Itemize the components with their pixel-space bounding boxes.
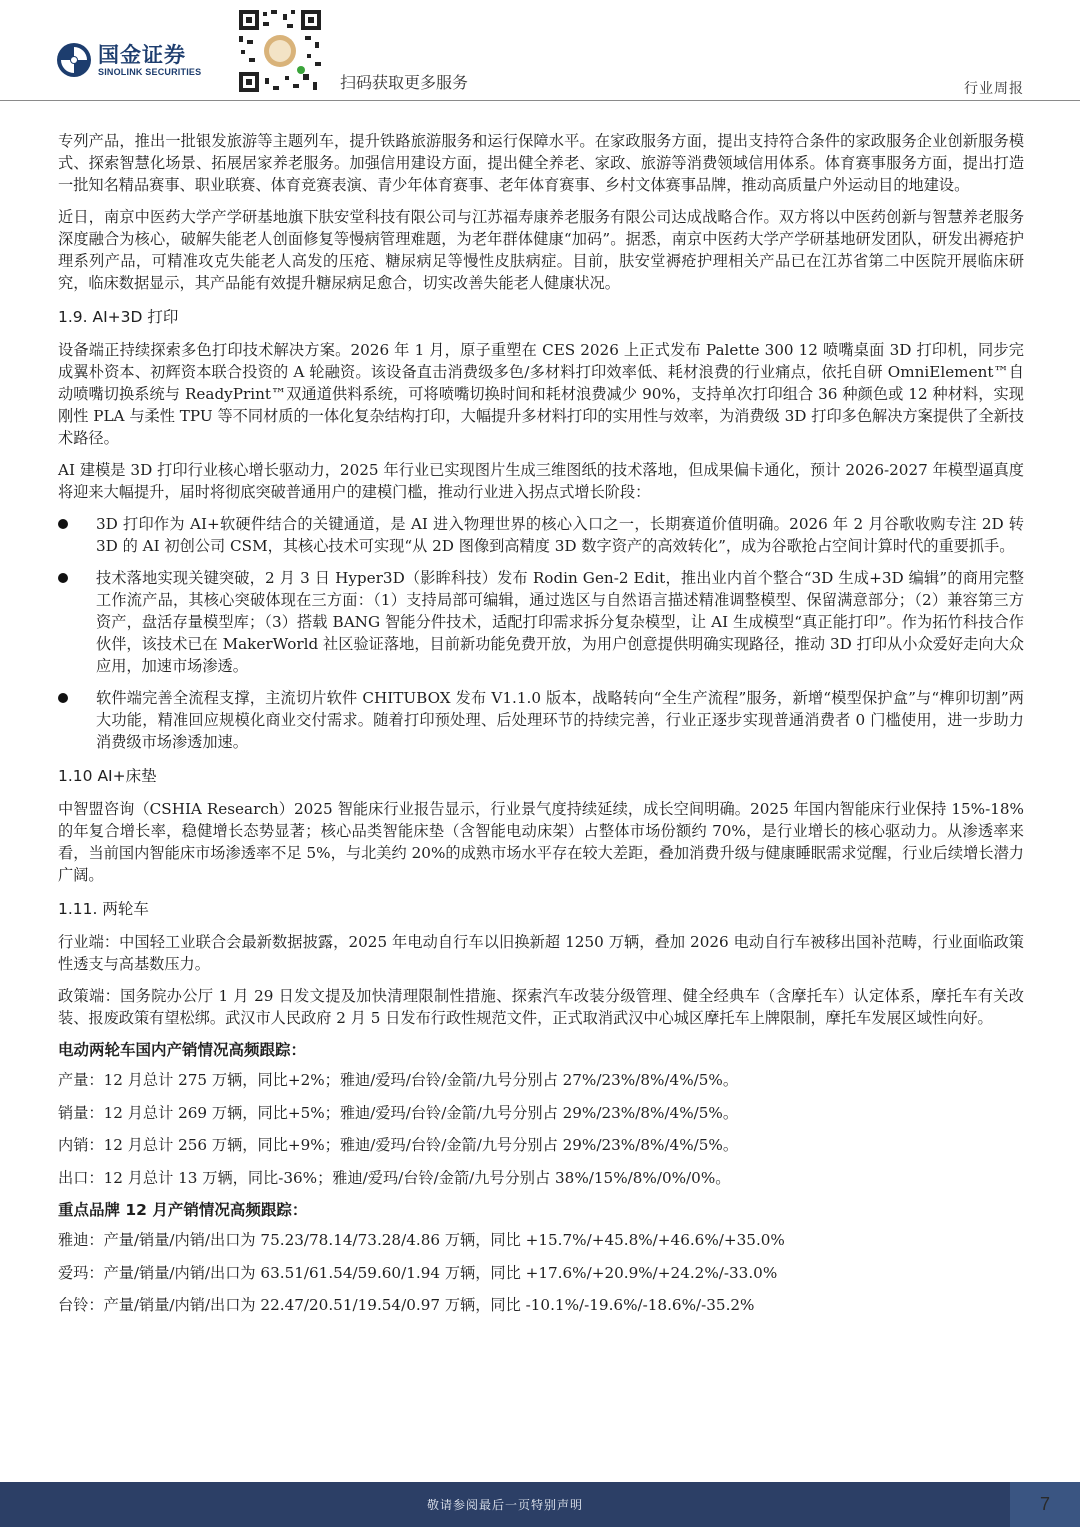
sinolink-logo-icon <box>56 42 92 78</box>
section-heading-two-wheelers: 1.11. 两轮车 <box>58 900 149 918</box>
page-number: 7 <box>1010 1482 1080 1527</box>
data-line: 内销：12 月总计 256 万辆，同比+9%；雅迪/爱玛/台铃/金箭/九号分别占 29%/23%/8%/4%/5%。 <box>58 1136 739 1154</box>
paragraph: 专列产品，推出一批银发旅游等主题列车，提升铁路旅游服务和运行保障水平。在家政服务方面，提出支持符合条件的家政服务企业创新服务模式、探索智慧化场景、拓展居家养老服务。加强信用建设方面，提出健全养老、家政、旅游等消费领域信用体系。体育赛事服务方面，提出打造一批知名精品赛事、职业联赛、体育竞赛表演、青少年体育赛事、老年体育赛事、乡村文体赛事品牌，推动高质量户外运动目的地建设。 <box>58 132 1024 194</box>
header-divider <box>0 100 1080 101</box>
paragraph: AI 建模是 3D 打印行业核心增长驱动力，2025 年行业已实现图片生成三维图纸的技术落地，但成果偏卡通化，预计 2026-2027 年模型逼真度将迎来大幅提升，届时将彻底突破普通用户的建模门槛，推动行业进入拐点式增长阶段： <box>58 461 1024 501</box>
bullet-item <box>58 513 1024 557</box>
report-body <box>58 130 1024 1327</box>
section-heading-3d-printing: 1.9. AI+3D 打印 <box>58 308 179 326</box>
paragraph: 政策端：国务院办公厅 1 月 29 日发文提及加快清理限制性措施、探索汽车改装分级管理、健全经典车（含摩托车）认定体系，摩托车有关改装、报废政策有望松绑。武汉市人民政府 2 月 5 日发布行政性规范文件，正式取消武汉中心城区摩托车上牌限制，摩托车发展区域性向好。 <box>58 987 1024 1027</box>
paragraph: 近日，南京中医药大学产学研基地旗下肤安堂科技有限公司与江苏福寿康养老服务有限公司达成战略合作。双方将以中医药创新与智慧养老服务深度融合为核心，破解失能老人创面修复等慢病管理难题，为老年群体健康“加码”。据悉，南京中医药大学产学研基地研发团队，研发出褥疮护理系列产品，可精准攻克失能老人高发的压疮、糖尿病足等慢性皮肤病症。目前，肤安堂褥疮护理相关产品已在江苏省第二中医院开展临床研究，临床数据显示，其产品能有效提升糖尿病足愈合，切实改善失能老人健康状况。 <box>58 208 1024 292</box>
bullet-text: 技术落地实现关键突破，2 月 3 日 Hyper3D（影眸科技）发布 Rodin Gen-2 Edit，推出业内首个整合“3D 生成+3D 编辑”的商用完整工作流产品，其核心突破体现在三方面：（1）支持局部可编辑，通过选区与自然语言描述精准调整模型、保留满意部分；（2）兼容第三方资产，盘活存量模型库；（3）搭载 BANG 智能分件技术，适配打印需求拆分复杂模型，让 AI 生成模型“真正能打印”。作为拓竹科技合作伙伴，该技术已在 MakerWorld 社区验证落地，目前新功能免费开放，为用户创意提供明确实现路径，推动 3D 打印从小众爱好走向大众应用，加速市场渗透。 <box>96 569 1024 675</box>
bullet-dot-icon <box>58 519 68 529</box>
data-line: 出口：12 月总计 13 万辆，同比-36%；雅迪/爱玛/台铃/金箭/九号分别占 38%/15%/8%/0%/0%。 <box>58 1168 731 1187</box>
bullet-item <box>58 687 1024 753</box>
bullet-dot-icon <box>58 693 68 703</box>
qr-code-icon[interactable] <box>235 6 325 96</box>
report-type-label: 行业周报 <box>964 81 1024 97</box>
section-heading-smart-mattress: 1.10 AI+床垫 <box>58 767 157 785</box>
data-line: 销量：12 月总计 269 万辆，同比+5%；雅迪/爱玛/台铃/金箭/九号分别占 29%/23%/8%/4%/5%。 <box>58 1103 739 1122</box>
bullet-dot-icon <box>58 573 68 583</box>
disclaimer-notice: 敬请参阅最后一页特别声明 <box>426 1498 583 1512</box>
data-line: 爱玛：产量/销量/内销/出口为 63.51/61.54/59.60/1.94 万辆，同比 +17.6%/+20.9%/+24.2%/-33.0% <box>58 1263 778 1282</box>
bullet-text: 3D 打印作为 AI+软硬件结合的关键通道，是 AI 进入物理世界的核心入口之一，长期赛道价值明确。2026 年 2 月谷歌收购专注 2D 转 3D 的 AI 初创公司 CSM，其核心技术可实现“从 2D 图像到高精度 3D 数字资产的高效转化”，成为谷歌抢占空间计算时代的重要抓手。 <box>96 515 1024 555</box>
paragraph: 行业端：中国轻工业联合会最新数据披露，2025 年电动自行车以旧换新超 1250 万辆，叠加 2026 电动自行车被移出国补范畴，行业面临政策性透支与高基数压力。 <box>58 933 1024 973</box>
bullet-item <box>58 567 1024 677</box>
data-line: 台铃：产量/销量/内销/出口为 22.47/20.51/19.54/0.97 万辆，同比 -10.1%/-19.6%/-18.6%/-35.2% <box>58 1296 755 1314</box>
logo-english-name: SINOLINK SECURITIES <box>98 67 202 77</box>
page-footer <box>0 1482 1080 1527</box>
paragraph: 中智盟咨询（CSHIA Research）2025 智能床行业报告显示，行业景气度持续延续，成长空间明确。2025 年国内智能床行业保持 15%-18%的年复合增长率，稳健增长态势显著；核心品类智能床垫（含智能电动床架）占整体市场份额约 70%，是行业增长的核心驱动力。从渗透率来看，当前国内智能床市场渗透率不足 5%，与北美约 20%的成熟市场水平存在较大差距，叠加消费升级与健康睡眠需求觉醒，行业后续增长潜力广阔。 <box>58 800 1024 884</box>
qr-caption: 扫码获取更多服务 <box>340 73 469 92</box>
logo-chinese-name: 国金证券 <box>98 43 186 67</box>
bullet-text: 软件端完善全流程支撑，主流切片软件 CHITUBOX 发布 V1.1.0 版本，战略转向“全生产流程”服务，新增“模型保护盒”与“榫卯切割”两大功能，精准回应规模化商业交付需求。随着打印预处理、后处理环节的持续完善，行业正逐步实现普通消费者 0 门槛使用，进一步助力消费级市场渗透加速。 <box>96 689 1024 751</box>
page-header <box>0 0 1080 102</box>
subheading-domestic-tracking: 电动两轮车国内产销情况高频跟踪： <box>58 1041 307 1059</box>
sinolink-logo[interactable] <box>56 42 201 78</box>
paragraph: 设备端正持续探索多色打印技术解决方案。2026 年 1 月，原子重塑在 CES 2026 上正式发布 Palette 300 12 喷嘴桌面 3D 打印机，同步完成翼朴资本、初辉资本联合投资的 A 轮融资。该设备直击消费级多色/多材料打印效率低、耗材浪费的行业痛点，依托自研 OmniElement™自动喷嘴切换系统与 ReadyPrint™双通道供料系统，可将喷嘴切换时间和耗材浪费减少 90%，支持单次打印组合 36 种颜色或 12 种材料，实现刚性 PLA 与柔性 TPU 等不同材质的一体化复杂结构打印，大幅提升多材料打印的实用性与效率，为消费级 3D 打印多色解决方案提供了全新技术路径。 <box>58 341 1024 447</box>
subheading-brand-tracking: 重点品牌 12 月产销情况高频跟踪： <box>58 1201 308 1219</box>
data-line: 雅迪：产量/销量/内销/出口为 75.23/78.14/73.28/4.86 万辆，同比 +15.7%/+45.8%/+46.6%/+35.0% <box>58 1231 785 1249</box>
data-line: 产量：12 月总计 275 万辆，同比+2%；雅迪/爱玛/台铃/金箭/九号分别占 27%/23%/8%/4%/5%。 <box>58 1071 739 1089</box>
